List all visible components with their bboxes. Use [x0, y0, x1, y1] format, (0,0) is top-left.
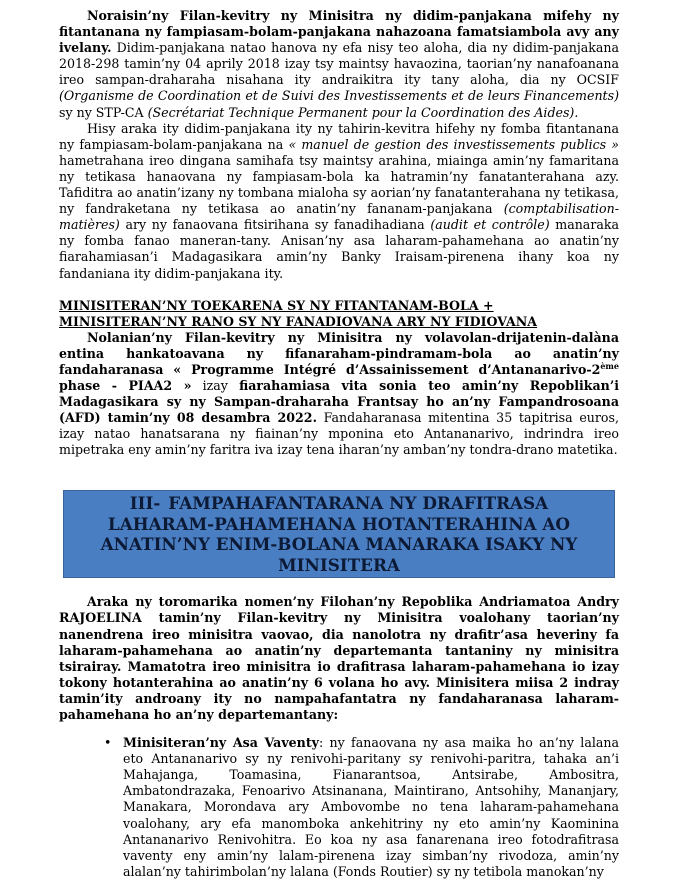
- bullet-icon: •: [104, 735, 112, 751]
- paragraph-piaa2: [59, 330, 619, 459]
- ministry-text: : ny fanaovana ny asa maika ho an’ny lalana eto Antananarivo sy ny renivohi-paritany sy renivohi-paritra, tahaka an’i Mahajanga, Toamasina, Fianarantsoa, Antsirabe, Ambositra, Ambatondrazaka, Fenoarivo Atsinanana, Maintirano, Antsohihy, Mananjary, Manakara, Morondava ary Ambovombe no tena laharam-pahamehana voalohany, ary efa manomboka ankehitriny ny eto amin’ny Kaominina Antananarivo Renivohitra. Eo koa ny asa fanarenana ireo fotodrafitrasa vaventy eny amin’ny lalam-pirenena izay simban’ny rivodoza, amin’ny alalan’ny tahirimbolan’ny lalana (Fonds Routier) sy ny tetibola manokan’ny: [123, 735, 619, 879]
- decree-text-b: sy ny STP-CA: [59, 104, 148, 120]
- paragraph-manual: [59, 121, 619, 282]
- piaa2-text-a: izay: [191, 377, 240, 393]
- banner-number: III-: [129, 493, 161, 514]
- manual-text-c: ary ny fanaovana fitsirihana sy fanadihadiana: [119, 217, 431, 233]
- manual-name: « manuel de gestion des investissements publics »: [288, 136, 619, 152]
- piaa2-text-b: Fandaharanasa mitentina 35 tapitrisa euros, izay natao hanatsarana ny fiainan’ny mponina eto Antananarivo, indrindra ireo mipetraka eny amin’ny faritra iva izay tena iharan’ny amban’ny tondra-drano matetika.: [59, 410, 619, 458]
- manual-text-d: manaraka ny fomba fanao maneran-tany. Anisan’ny asa laharam-pahamehana ao anatin’ny fiarahamiasan’i Madagasikara amin’ny Banky Iraisam-pirenena ihany koa ny fandaniana ity didim-panjakana ity.: [59, 217, 619, 281]
- decree-text-a: Didim-panjakana natao hanova ny efa nisy teo aloha, dia ny didim-panjakana 2018-298 tamin’ny 04 aprily 2018 izay tsy maintsy havaozina, taorian’ny nanafoanana ireo sampan-draharaha nisahana ity andraikitra ity tany aloha, dia ny OCSIF: [59, 40, 619, 88]
- section-banner-iii: [63, 490, 615, 578]
- decree-lead: Noraisin’ny Filan-kevitry ny Minisitra ny didim-panjakana mifehy ny fitantanana ny fampiasam-bolam-panjakana nahazoana famatsiambola avy any ivelany.: [59, 8, 619, 56]
- stpca-fullname: (Secrétariat Technique Permanent pour la Coordination des Aides).: [147, 104, 579, 120]
- manual-text-b: hametrahana ireo dingana samihafa tsy maintsy arahina, miainga amin’ny famaritana ny tetikasa hanaovana ny fampiasam-bola ka hatramin’ny fanatanterahana azy. Tafiditra ao anatin’izany ny tombana mialoha sy aorian’ny fanatanterahana ny tetikasa, ny fandraketana ny tetikasa ao anatin’ny fananam-panjakana: [59, 152, 619, 217]
- ocsif-fullname: (Organisme de Coordination et de Suivi des Investissements et de leurs Financements): [59, 88, 619, 104]
- manual-text-a: Hisy araka ity didim-panjakana ity ny tahirin-kevitra hifehy ny fomba fitantanana ny fampiasam-bolam-panjakana na: [59, 120, 619, 152]
- paragraph-decree: [59, 8, 619, 121]
- piaa2-bold-b: phase - PIAA2 »: [59, 377, 192, 393]
- list-item: [104, 735, 619, 880]
- banner-title: FAMPAHAFANTARANA NY DRAFITRASA LAHARAM-PAHAMEHANA HOTANTERAHINA AO ANATIN’NY ENIM-BOLANA MANARAKA ISAKY NY MINISITERA: [100, 493, 578, 575]
- section-heading-ministries: MINISITERAN’NY TOEKARENA SY NY FITANTANAM-BOLA + MINISITERAN’NY RANO SY NY FANADIOVANA ARY NY FIDIOVANA: [59, 297, 538, 329]
- ministry-title: Minisiteran’ny Asa Vaventy: [123, 735, 319, 751]
- audit-term: (audit et contrôle): [430, 217, 550, 233]
- ministry-list: [59, 735, 619, 880]
- paragraph-instructions: Araka ny toromarika nomen’ny Filohan’ny Repoblika Andriamatoa Andry RAJOELINA tamin’ny Filan-kevitry ny Minisitra voalohany taorian’ny nanendrena ireo minisitra vaovao, dia nanolotra ny drafitr’asa heveriny fa laharam-pahamehana ao anatin’ny departemanta tantaniny ny minisitra tsirairay. Mamatotra ireo minisitra io drafitrasa laharam-pahamehana io izay tokony hotanterahina ao anatin’ny 6 volana ho avy. Minisitera miisa 2 indray tamin’ity androany ity no nampahafantatra ny fandaharanasa laharam-pahamehana ho an’ny departemantany:: [59, 594, 619, 722]
- piaa2-bold-c: fiarahamiasa vita sonia teo amin’ny Repoblikan’i Madagasikara sy ny Sampan-draharaha Frantsay ho an’ny Fampandrosoana (AFD) tamin’ny 08 desambra 2022.: [59, 377, 619, 426]
- compta-term: (comptabilisation-matières): [59, 201, 619, 233]
- piaa2-sup: ème: [600, 360, 619, 371]
- ministry-paragraph: [123, 735, 619, 880]
- piaa2-bold-a: Nolanian’ny Filan-kevitry ny Minisitra ny volavolan-drijatenin-dalàna entina hankatoavana ny fifanaraham-pindramam-bola ao anatin’ny fandaharanasa « Programme Intégré d’Assainissement d’Antananarivo-2: [59, 329, 619, 377]
